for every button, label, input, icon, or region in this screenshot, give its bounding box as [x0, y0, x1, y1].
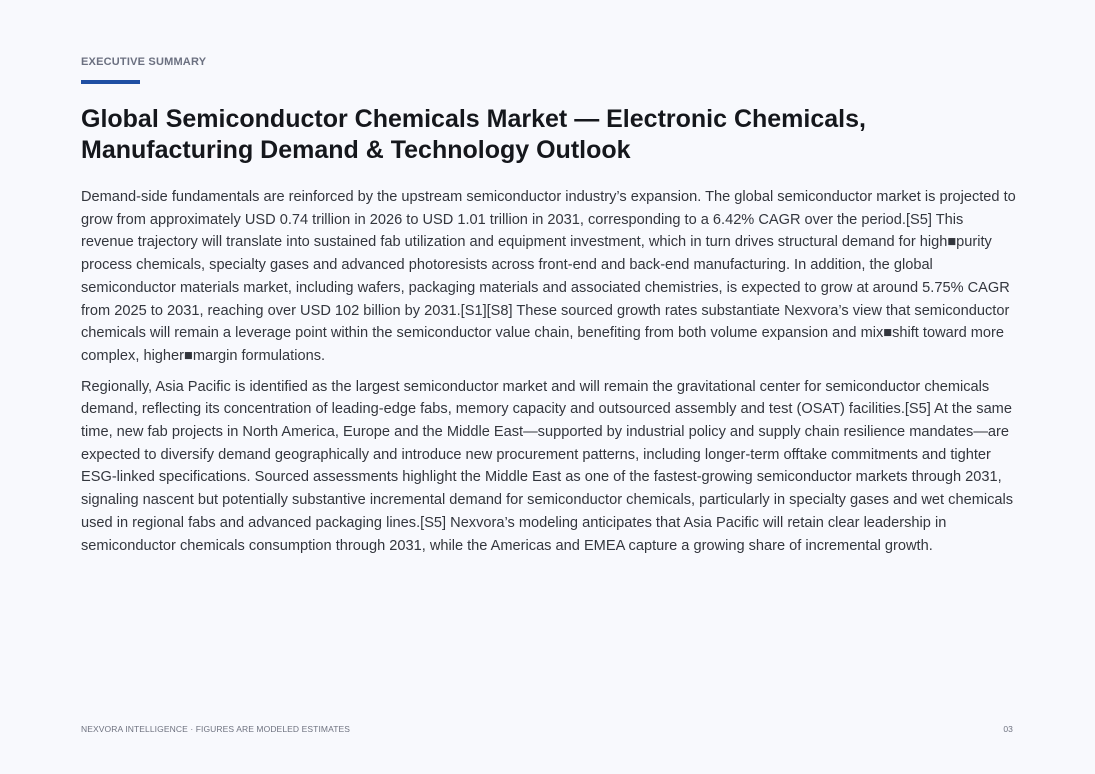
footer-source-note: NEXVORA INTELLIGENCE · FIGURES ARE MODELED ESTIMATES: [81, 724, 351, 734]
accent-bar: [81, 80, 140, 84]
paragraph-demand-fundamentals: Demand-side fundamentals are reinforced by the upstream semiconductor industry’s expansion. The global semiconductor market is projected to grow from approximately USD 0.74 trillion in 2026 to USD 1.01 trillion in 2031, corresponding to a 6.42% CAGR over the period.[S5] This revenue trajectory will translate into sustained fab utilization and equipment investment, which in turn drives structural demand for high■purity process chemicals, specialty gases and advanced photoresists across front-end and back-end manufacturing. In addition, the global semiconductor materials market, including wafers, packaging materials and associated chemistries, is expected to grow at around 5.75% CAGR from 2025 to 2031, reaching over USD 102 billion by 2031.[S1][S8] These sourced growth rates substantiate Nexvora’s view that semiconductor chemicals will remain a leverage point within the semiconductor value chain, benefiting from both volume expansion and mix■shift toward more complex, higher■margin formulations.: [81, 189, 1016, 364]
report-page: [81, 0, 1016, 774]
paragraph-regional-outlook: Regionally, Asia Pacific is identified as the largest semiconductor market and will remain the gravitational center for semiconductor chemicals demand, reflecting its concentration of leading-edge fabs, memory capacity and outsourced assembly and test (OSAT) facilities.[S5] At the same time, new fab projects in North America, Europe and the Middle East—supported by industrial policy and supply chain resilience mandates—are expected to diversify demand geographically and introduce new procurement patterns, including longer-term offtake commitments and tighter ESG-linked specifications. Sourced assessments highlight the Middle East as one of the fastest-growing semiconductor markets through 2031, signaling nascent but potentially substantive incremental demand for semiconductor chemicals, particularly in specialty gases and wet chemicals used in regional fabs and advanced packaging lines.[S5] Nexvora’s modeling anticipates that Asia Pacific will retain clear leadership in semiconductor chemicals consumption through 2031, while the Americas and EMEA capture a growing share of incremental growth.: [81, 378, 1014, 554]
body-text: [81, 186, 1016, 565]
section-eyebrow: EXECUTIVE SUMMARY: [81, 56, 207, 68]
page-title: Global Semiconductor Chemicals Market — Electronic Chemicals, Manufacturing Demand & Technology Outlook: [81, 105, 866, 164]
page-number: 03: [1003, 724, 1013, 734]
